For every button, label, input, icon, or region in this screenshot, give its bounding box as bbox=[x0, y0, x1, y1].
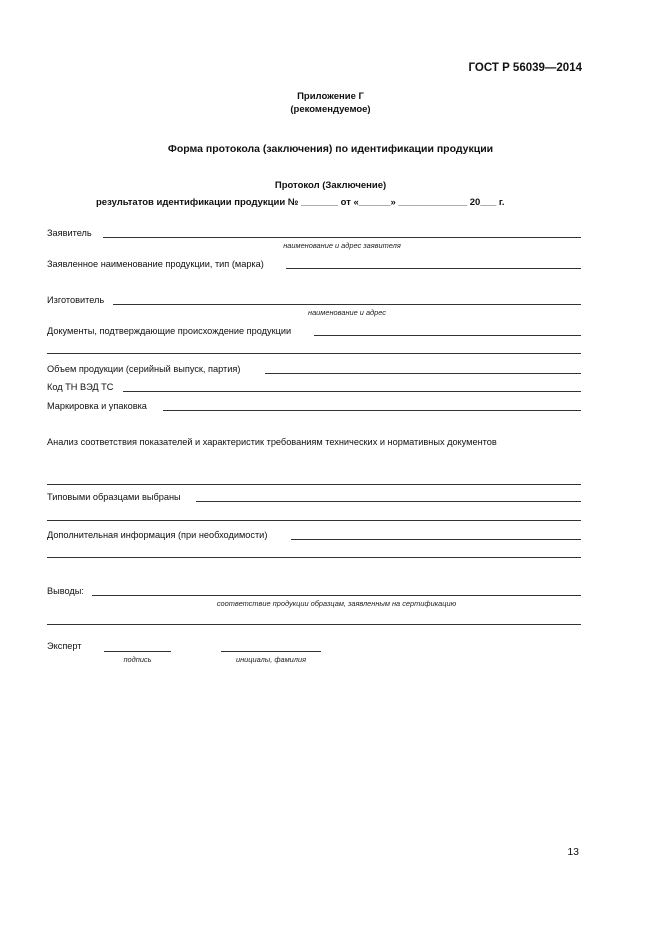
additional-label: Дополнительная информация (при необходимости) bbox=[47, 530, 268, 540]
samples-line-2[interactable] bbox=[47, 520, 581, 521]
appendix-title: Приложение Г bbox=[297, 91, 364, 102]
standard-number: ГОСТ Р 56039—2014 bbox=[468, 62, 582, 74]
signature-line[interactable] bbox=[104, 651, 171, 652]
conclusions-line[interactable] bbox=[92, 595, 581, 596]
marking-line[interactable] bbox=[163, 410, 581, 411]
conclusions-line-2[interactable] bbox=[47, 624, 581, 625]
conclusions-label: Выводы: bbox=[47, 586, 84, 596]
samples-label: Типовыми образцами выбраны bbox=[47, 492, 181, 502]
declared-name-line[interactable] bbox=[286, 268, 581, 269]
name-line[interactable] bbox=[221, 651, 321, 652]
marking-label: Маркировка и упаковка bbox=[47, 401, 147, 411]
volume-line[interactable] bbox=[265, 373, 581, 374]
applicant-line[interactable] bbox=[103, 237, 581, 238]
conclusions-hint: соответствие продукции образцам, заявленным на сертификацию bbox=[216, 599, 457, 608]
appendix-subtitle: (рекомендуемое) bbox=[290, 104, 371, 115]
code-line[interactable] bbox=[123, 391, 581, 392]
documents-line[interactable] bbox=[314, 335, 581, 336]
page-number: 13 bbox=[567, 846, 579, 858]
documents-label: Документы, подтверждающие происхождение продукции bbox=[47, 326, 292, 336]
applicant-hint: наименование и адрес заявителя bbox=[283, 241, 401, 250]
expert-label: Эксперт bbox=[47, 641, 82, 651]
protocol-title: Протокол (Заключение) bbox=[274, 180, 387, 191]
applicant-label: Заявитель bbox=[47, 228, 92, 238]
additional-line[interactable] bbox=[291, 539, 581, 540]
documents-line-2[interactable] bbox=[47, 353, 581, 354]
additional-line-2[interactable] bbox=[47, 557, 581, 558]
manufacturer-label: Изготовитель bbox=[47, 295, 105, 305]
signature-hint: подпись bbox=[123, 655, 152, 664]
samples-line[interactable] bbox=[196, 501, 581, 502]
volume-label: Объем продукции (серийный выпуск, партия) bbox=[47, 364, 241, 374]
form-title: Форма протокола (заключения) по идентификации продукции bbox=[167, 143, 494, 155]
declared-name-label: Заявленное наименование продукции, тип (марка) bbox=[47, 259, 264, 269]
code-label: Код ТН ВЭД ТС bbox=[47, 382, 114, 392]
protocol-number-line: результатов идентификации продукции № _______ от «______» _____________ 20___ г. bbox=[96, 197, 505, 208]
manufacturer-hint: наименование и адрес bbox=[308, 308, 386, 317]
analysis-line[interactable] bbox=[47, 484, 581, 485]
analysis-label: Анализ соответствия показателей и характеристик требованиям технических и нормативных документов bbox=[47, 437, 497, 447]
name-hint: инициалы, фамилия bbox=[235, 655, 307, 664]
manufacturer-line[interactable] bbox=[113, 304, 581, 305]
